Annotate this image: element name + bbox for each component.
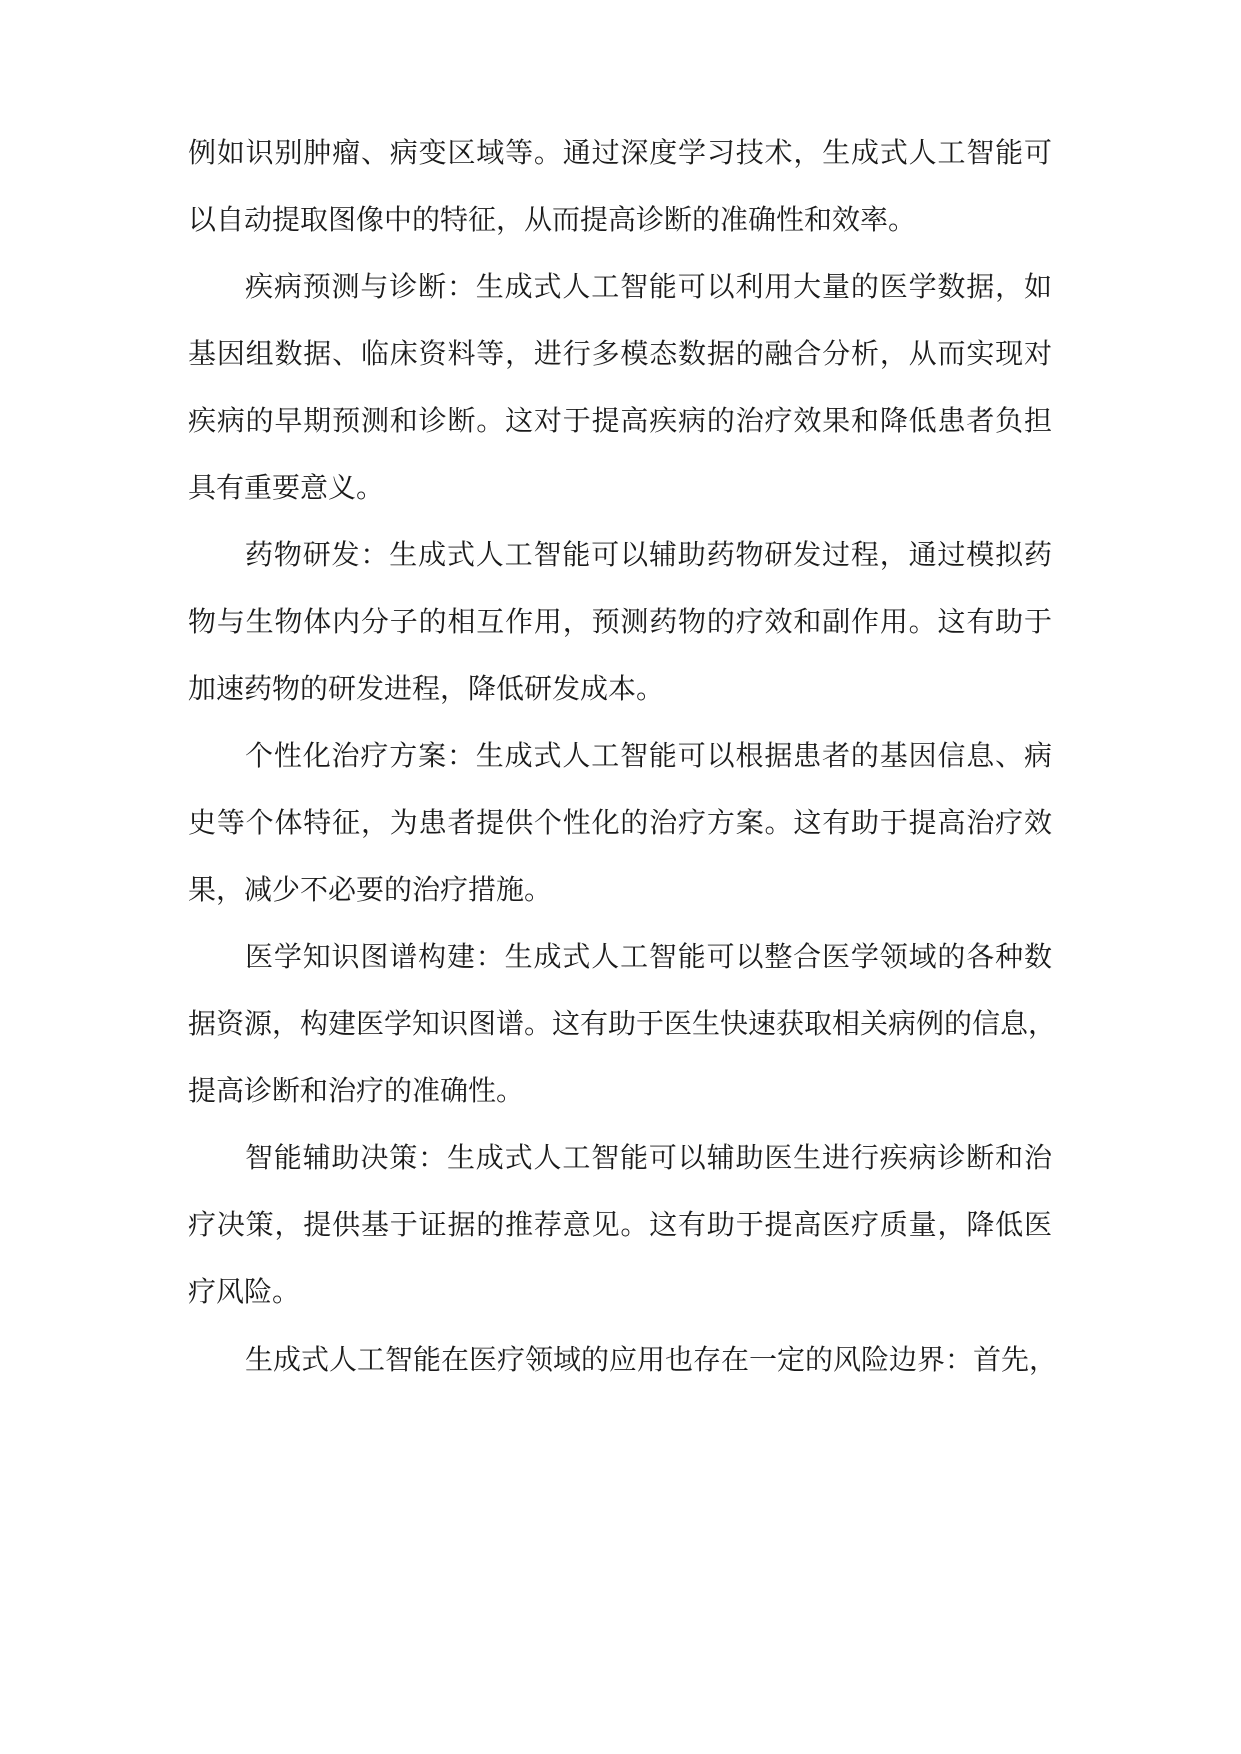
paragraph-first-line: 智能辅助决策：生成式人工智能可以辅助医生进行疾病诊断和治 (245, 1141, 1052, 1174)
text-line: 具有重要意义。 (188, 471, 385, 504)
paragraph-first-line: 疾病预测与诊断：生成式人工智能可以利用大量的医学数据，如 (245, 270, 1052, 303)
text-line: 提高诊断和治疗的准确性。 (188, 1074, 525, 1107)
paragraph-first-line: 药物研发：生成式人工智能可以辅助药物研发过程，通过模拟药 (245, 538, 1052, 571)
text-line: 例如识别肿瘤、病变区域等。通过深度学习技术，生成式人工智能可 (188, 136, 1052, 169)
paragraph-first-line: 个性化治疗方案：生成式人工智能可以根据患者的基因信息、病 (245, 739, 1052, 772)
text-line: 加速药物的研发进程，降低研发成本。 (188, 672, 665, 705)
text-line: 疾病的早期预测和诊断。这对于提高疾病的治疗效果和降低患者负担 (188, 404, 1052, 437)
paragraph-first-line: 医学知识图谱构建：生成式人工智能可以整合医学领域的各种数 (245, 940, 1052, 973)
paragraph-first-line: 生成式人工智能在医疗领域的应用也存在一定的风险边界：首先， (245, 1343, 1058, 1376)
text-line: 史等个体特征，为患者提供个性化的治疗方案。这有助于提高治疗效 (188, 806, 1052, 839)
text-line: 据资源，构建医学知识图谱。这有助于医生快速获取相关病例的信息， (188, 1007, 1057, 1040)
text-line: 疗风险。 (188, 1275, 301, 1308)
text-line: 疗决策，提供基于证据的推荐意见。这有助于提高医疗质量，降低医 (188, 1208, 1052, 1241)
text-line: 物与生物体内分子的相互作用，预测药物的疗效和副作用。这有助于 (188, 605, 1052, 638)
text-line: 以自动提取图像中的特征，从而提高诊断的准确性和效率。 (188, 203, 917, 236)
text-line: 基因组数据、临床资料等，进行多模态数据的融合分析，从而实现对 (188, 337, 1052, 370)
text-line: 果，减少不必要的治疗措施。 (188, 873, 553, 906)
